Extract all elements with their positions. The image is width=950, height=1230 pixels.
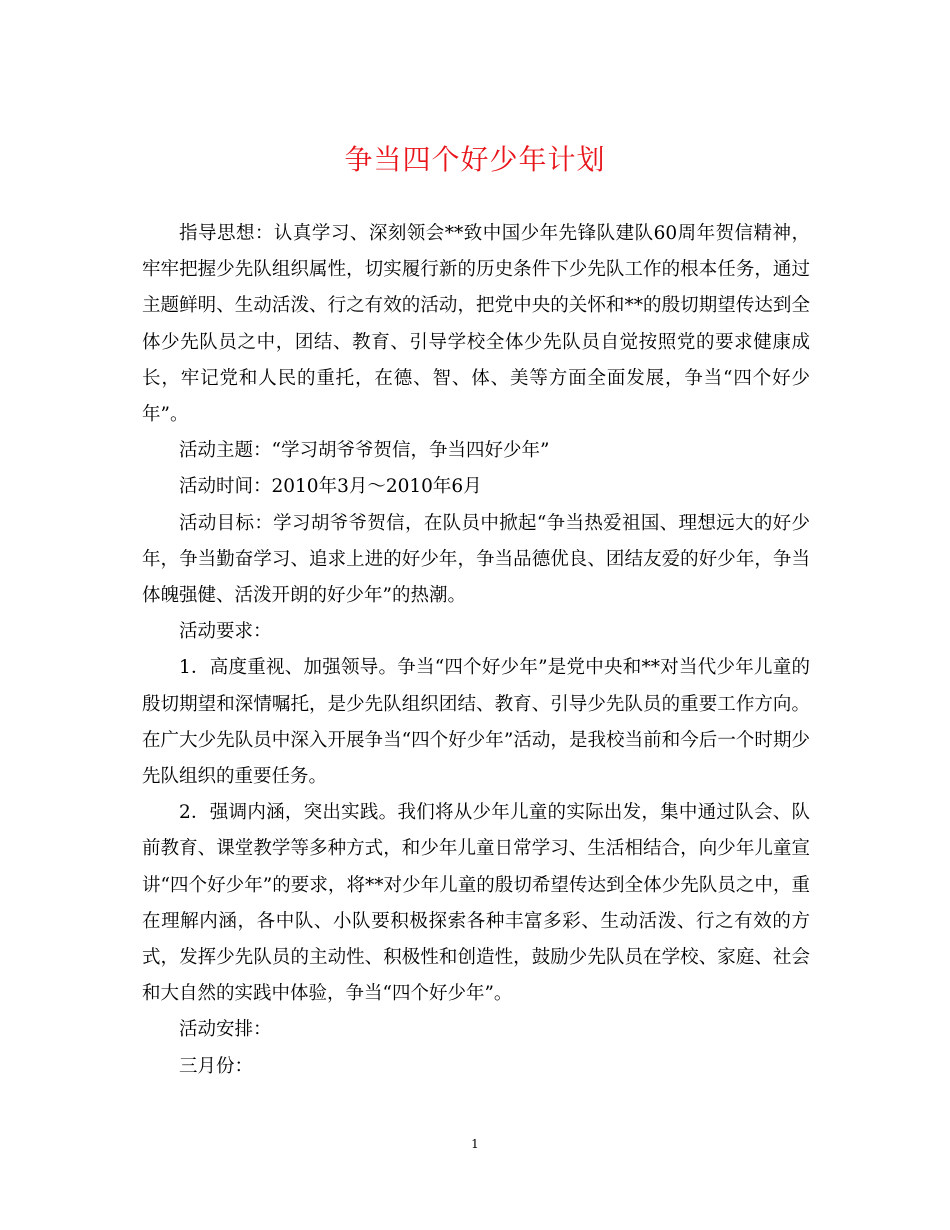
paragraph-activity-requirements-heading: 活动要求： <box>179 621 272 643</box>
paragraph-activity-goal: 活动目标：学习胡爷爷贺信，在队员中掀起“争当热爱祖国、理想远大的好少年，争当勤奋学习、追求上进的好少年，争当品德优良、团结友爱的好少年，争当体魄强健、活泼开朗的好少年”的热潮。 <box>142 512 810 607</box>
document-body <box>142 216 810 1085</box>
document-title: 争当四个好少年计划 <box>344 143 606 176</box>
page-number: 1 <box>471 1137 479 1151</box>
paragraph-guiding-thought: 指导思想：认真学习、深刻领会**致中国少年先锋队建队60周年贺信精神，牢牢把握少先队组织属性，切实履行新的历史条件下少先队工作的根本任务，通过主题鲜明、生动活泼、行之有效的活动，把党中央的关怀和**的殷切期望传达到全体少先队员之中，团结、教育、引导学校全体少先队员自觉按照党的要求健康成长，牢记党和人民的重托，在德、智、体、美等方面全面发展，争当“四个好少年”。 <box>142 223 810 426</box>
paragraph-activity-schedule-heading: 活动安排： <box>179 1019 272 1041</box>
paragraph-activity-theme: 活动主题：“学习胡爷爷贺信，争当四好少年” <box>179 440 550 462</box>
paragraph-activity-time: 活动时间：2010年3月～2010年6月 <box>179 476 482 498</box>
paragraph-requirement-2: 2．强调内涵，突出实践。我们将从少年儿童的实际出发，集中通过队会、队前教育、课堂教学等多种方式，和少年儿童日常学习、生活相结合，向少年儿童宣讲“四个好少年”的要求，将**对少年儿童的殷切希望传达到全体少先队员之中，重在理解内涵，各中队、小队要积极探索各种丰富多彩、生动活泼、行之有效的方式，发挥少先队员的主动性、积极性和创造性，鼓励少先队员在学校、家庭、社会和大自然的实践中体验，争当“四个好少年”。 <box>142 802 810 1005</box>
paragraph-march-heading: 三月份： <box>179 1055 254 1077</box>
paragraph-requirement-1: 1．高度重视、加强领导。争当“四个好少年”是党中央和**对当代少年儿童的殷切期望和深情嘱托，是少先队组织团结、教育、引导少先队员的重要工作方向。在广大少先队员中深入开展争当“四个好少年”活动，是我校当前和今后一个时期少先队组织的重要任务。 <box>142 657 810 788</box>
